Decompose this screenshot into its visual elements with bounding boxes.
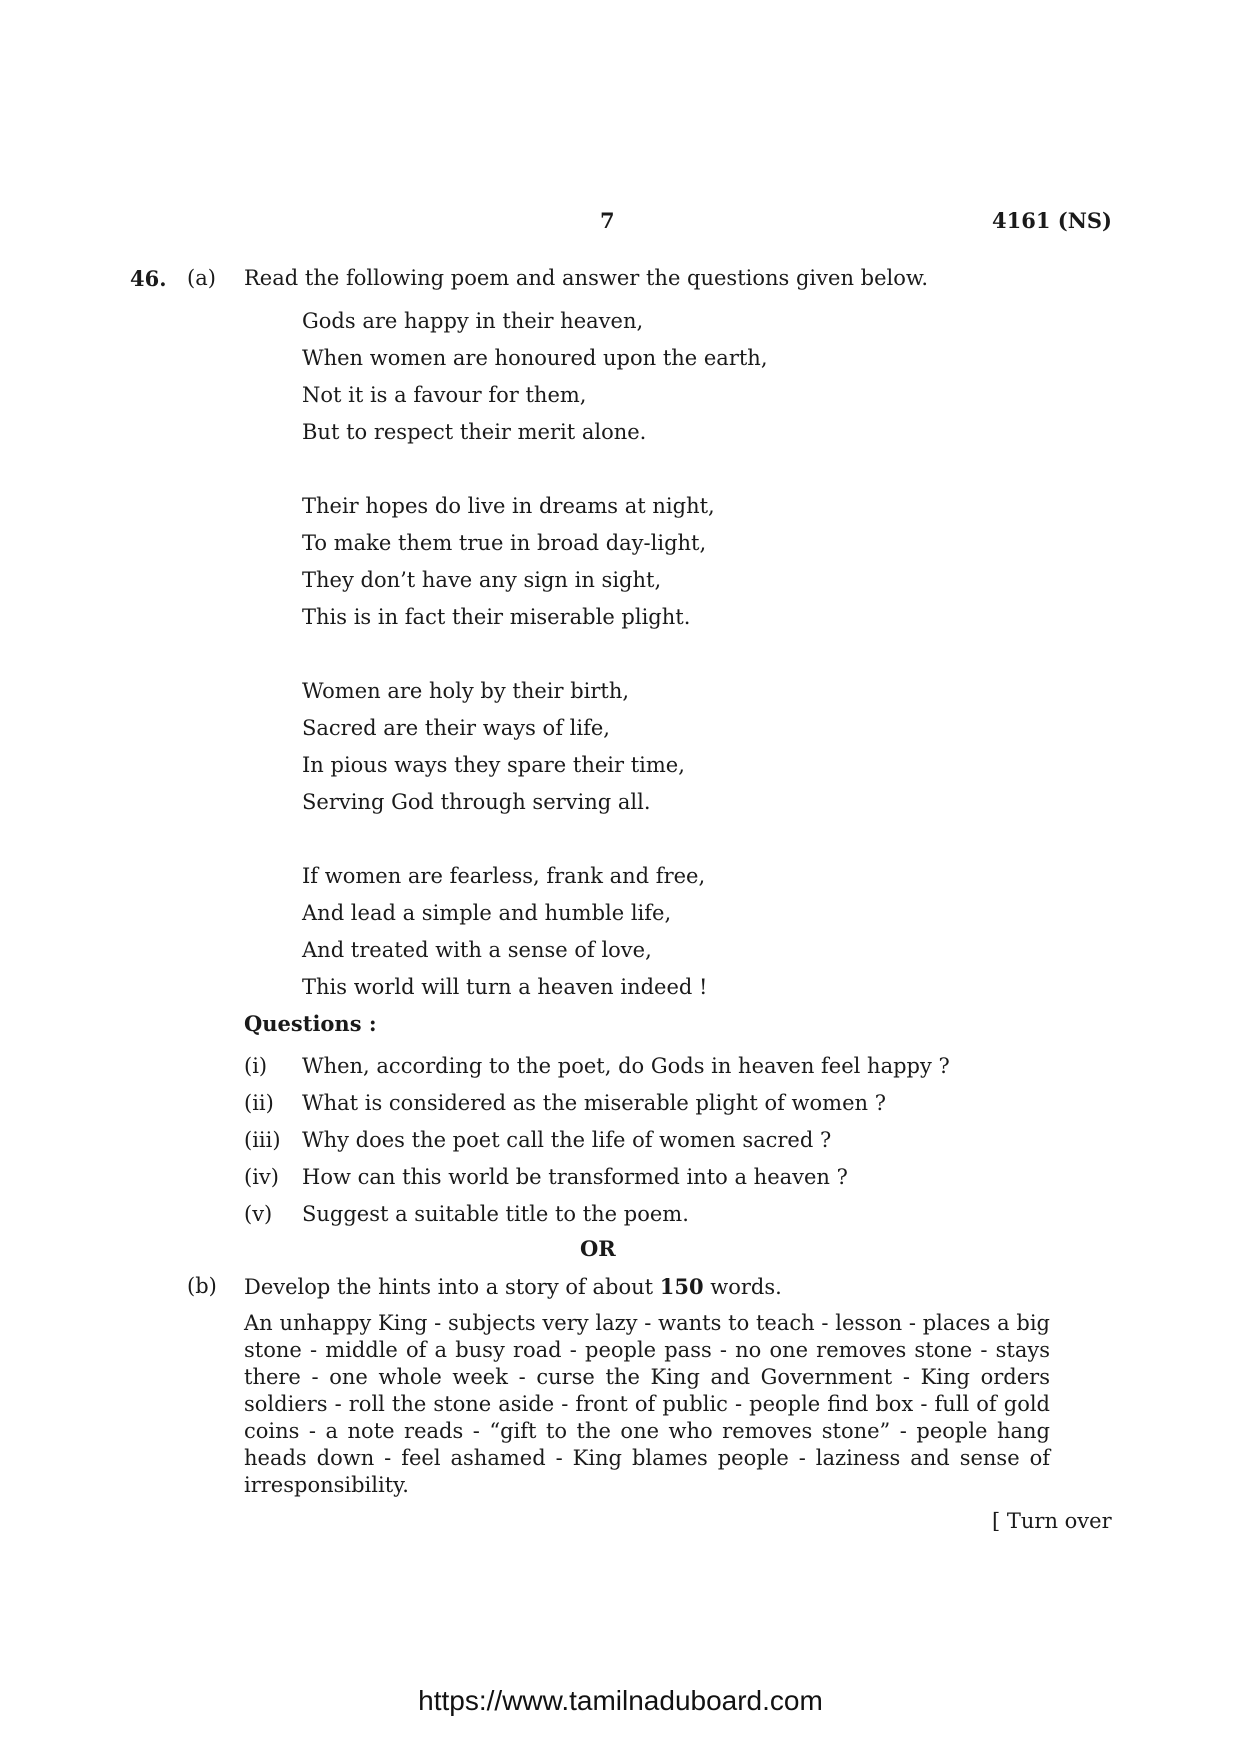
question-text: What is considered as the miserable plight of women ? xyxy=(302,1091,886,1115)
poem-line: Women are holy by their birth, xyxy=(302,679,630,703)
poem-stanza xyxy=(302,673,768,821)
question-item xyxy=(244,1048,950,1085)
question-label: (v) xyxy=(244,1202,273,1226)
question-label: (i) xyxy=(244,1054,268,1078)
part-b-instruction xyxy=(244,1274,782,1299)
poem-stanza xyxy=(302,488,768,636)
poem-line: But to respect their merit alone. xyxy=(302,420,647,444)
story-hints: An unhappy King - subjects very lazy - wants to teach - lesson - places a big stone - middle of a busy road - people pass - no one removes stone - stays there - one whole week - curse the King and Government - King orders soldiers - roll the stone aside - front of public - people find box - full of gold coins - a note reads - “gift to the one who removes stone” - people hang heads down - feel ashamed - King blames people - laziness and sense of irresponsibility. xyxy=(244,1311,1050,1497)
question-text: How can this world be transformed into a heaven ? xyxy=(302,1165,848,1189)
poem-line: Not it is a favour for them, xyxy=(302,383,587,407)
poem xyxy=(302,303,768,1006)
poem-line: In pious ways they spare their time, xyxy=(302,753,685,777)
paper-code: 4161 (NS) xyxy=(992,208,1112,233)
poem-line: This world will turn a heaven indeed ! xyxy=(302,975,708,999)
page-number: 7 xyxy=(600,208,615,233)
questions-list xyxy=(244,1048,950,1233)
question-label: (iv) xyxy=(244,1165,279,1189)
part-a-instruction: Read the following poem and answer the questions given below. xyxy=(244,266,929,290)
poem-line: And lead a simple and humble life, xyxy=(302,901,672,925)
poem-line: They don’t have any sign in sight, xyxy=(302,568,662,592)
question-text: Suggest a suitable title to the poem. xyxy=(302,1202,689,1226)
question-text: Why does the poet call the life of women sacred ? xyxy=(302,1128,832,1152)
poem-line: Their hopes do live in dreams at night, xyxy=(302,494,715,518)
question-number: 46. xyxy=(130,266,167,291)
question-item xyxy=(244,1122,950,1159)
poem-line: If women are fearless, frank and free, xyxy=(302,864,706,888)
question-label: (ii) xyxy=(244,1091,274,1115)
question-label: (iii) xyxy=(244,1128,281,1152)
question-text: When, according to the poet, do Gods in heaven feel happy ? xyxy=(302,1054,950,1078)
poem-line: Sacred are their ways of life, xyxy=(302,716,610,740)
or-separator: OR xyxy=(580,1236,616,1261)
poem-line: Serving God through serving all. xyxy=(302,790,651,814)
word-count: 150 xyxy=(659,1274,704,1299)
poem-line: And treated with a sense of love, xyxy=(302,938,652,962)
part-a-label: (a) xyxy=(187,266,216,290)
footer-url: https://www.tamilnaduboard.com xyxy=(418,1685,823,1716)
poem-stanza xyxy=(302,303,768,451)
poem-line: To make them true in broad day-light, xyxy=(302,531,707,555)
poem-line: When women are honoured upon the earth, xyxy=(302,346,768,370)
poem-stanza xyxy=(302,858,768,1006)
instruction-suffix: words. xyxy=(703,1275,782,1299)
turn-over-note: [ Turn over xyxy=(992,1509,1112,1533)
questions-heading: Questions : xyxy=(244,1011,377,1036)
poem-line: Gods are happy in their heaven, xyxy=(302,309,644,333)
question-item xyxy=(244,1196,950,1233)
question-item xyxy=(244,1085,950,1122)
question-item xyxy=(244,1159,950,1196)
instruction-prefix: Develop the hints into a story of about xyxy=(244,1275,660,1299)
poem-line: This is in fact their miserable plight. xyxy=(302,605,691,629)
part-b-label: (b) xyxy=(187,1274,217,1298)
